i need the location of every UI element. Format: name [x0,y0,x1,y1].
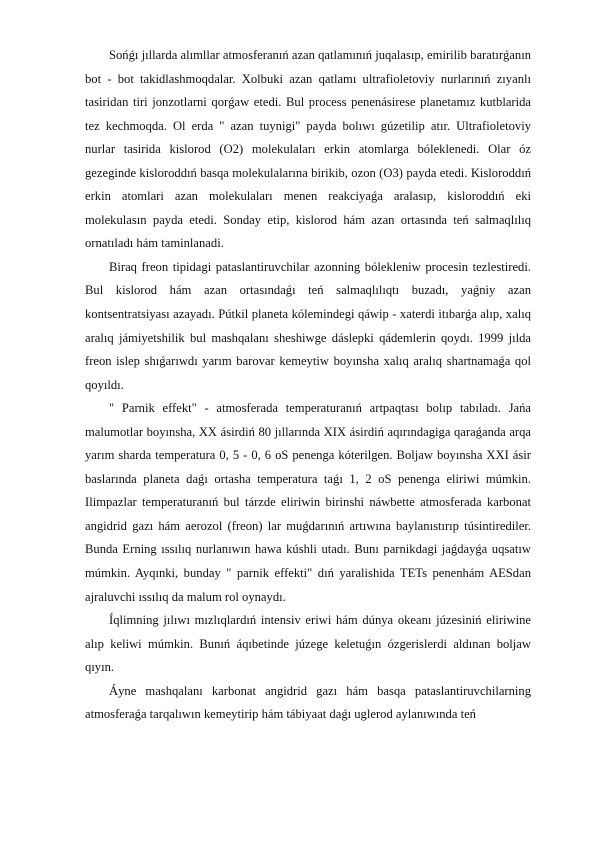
paragraph-climate-warming: Íqlimning jılıwı mızlıqlardıń intensiv eriwi hám dúnya okeanı júzesiniń eliriwine alıp keliwi múmkin. Bunıń áqıbetinde júzege keletuǵın ózgerislerdi aldınan boljaw qıyın. [85,613,531,675]
paragraph-freon: Biraq freon tipidagi pataslantiruvchilar azonning bólekleniw procesin tezlestiredi. Bul kislorod hám azan ortasındaǵı teń salmaqlılıqtı buzadı, yaǵniy azan kontsentratsiyası azayadı. Pútkil planeta kólemindegi qáwip - xaterdi itıbarǵa alıp, xalıq aralıq jámiyetshilik bul mashqalanı sheshiwge dáslepki qádemlerin qoydı. 1999 jılda freon islep shıǵarıwdı yarım barovar kemeytiw boyınsha xalıq aralıq shartnamaǵa qol qoyıldı. [85,259,531,392]
paragraph-ozone-layer: Sońǵı jıllarda alımllar atmosferanıń azan qatlamınıń juqalasıp, emirilib baratırǵanın bot - bot takidlashmoqdalar. Xolbuki azan qatlamı ultrafioletoviy nurlarınıń zıyanlı tasiridan tiri jonzotlarni qorǵaw etedi. Bul process penenásirese planetamız kutblarida tez kechmoqda. Ol erda " azan tuynigi" payda bolıwı gúzetilip atır. Ultrafioletoviy nurlar tasirida kislorod (O2) molekulaları erkin atomlarga bóleklenedi. Olar óz gezeginde kisloroddıń basqa molekulalarına birikib, ozon (O3) payda etedi. Kisloroddıń erkin atomlari azan molekulaları menen reakciyaǵa aralasıp, kisloroddıń eki molekulasın payda etedi. Sonday etip, kislorod hám azan ortasında teń salmaqlılıq ornatıladı hám taminlanadi. [85,48,531,251]
paragraph-carbon-dioxide: Áyne mashqalanı karbonat angidrid gazı hám basqa pataslantiruvchilarning atmosferaǵa tarqalıwın kemeytirip hám tábiyaat daǵı uglerod aylanıwında teń [85,683,531,722]
paragraph-greenhouse-effect: " Parnik effekt" - atmosferada temperaturanıń artpaqtası bolıp tabıladı. Jańa malumotlar boyınsha, XX ásirdiń 80 jıllarında XIX ásirdiń aqırındagiga qaraǵanda arqa yarım sharda temperatura 0, 5 - 0, 6 oS penenga kóterilgen. Boljaw boyınsha XXI ásir baslarında planeta daǵı ortasha temperatura taǵı 1, 2 oS penenga eliriwi múmkin. Ilimpazlar temperaturanıń bul tárzde eliriwin birinshi náwbette atmosferada karbonat angidrid gazı hám aerozol (freon) lar muǵdarınıń artıwına baylanıstırıp túsintirediler. Bunda Erning ıssılıq nurlanıwın hawa kúshli utadı. Bunı parnikdagi jaǵdayǵa uqsatıw múmkin. Ayqınki, bunday " parnik effekti" dıń yaralishida TETs penenhám AESdan ajraluvchi ıssılıq da malum rol oynaydı. [85,401,531,604]
document-page [85,44,531,727]
